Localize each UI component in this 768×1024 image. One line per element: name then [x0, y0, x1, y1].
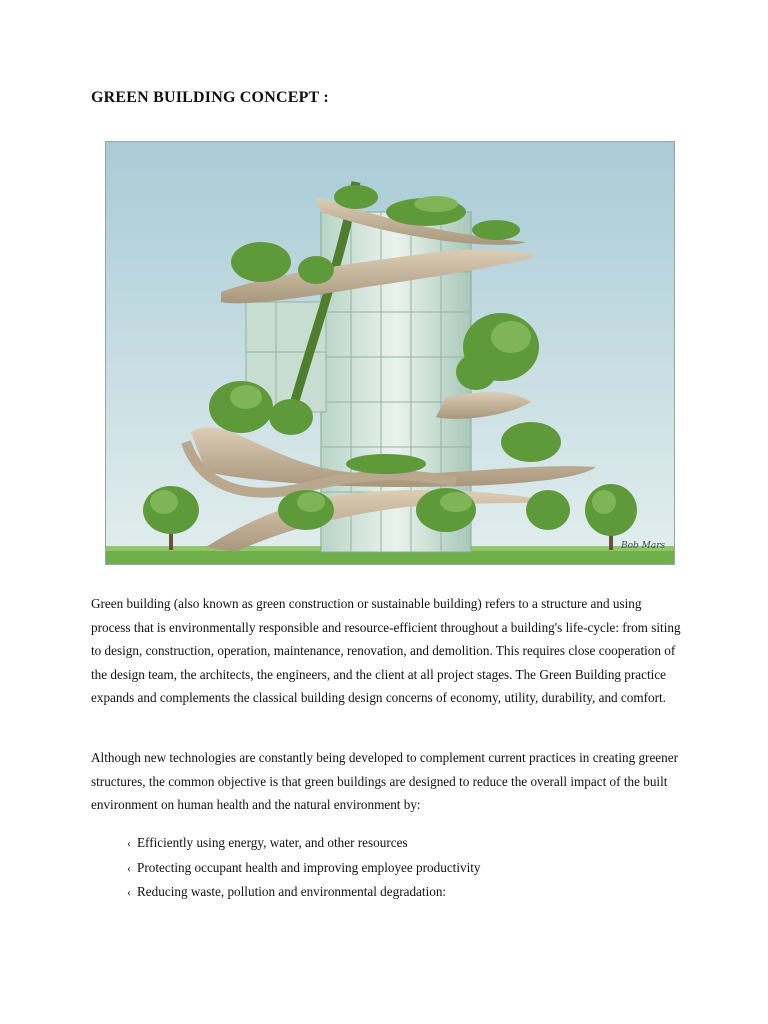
- list-item: [127, 856, 481, 881]
- paragraph-intro: Green building (also known as green construction or sustainable building) refers to a structure and using process that is environmentally responsible and resource-efficient throughout a building's life-cycle: from siting to design, construction, operation, maintenance, renovation, and demolition. This requires close cooperation of the design team, the architects, the engineers, and the client at all project stages. The Green Building practice expands and complements the classical building design concerns of economy, utility, durability, and comfort.: [91, 596, 681, 705]
- page-title: GREEN BUILDING CONCEPT :: [91, 89, 329, 106]
- list-item-text: Protecting occupant health and improving employee productivity: [137, 859, 481, 875]
- arrow-bullet-icon: ‹: [127, 885, 131, 900]
- arrow-bullet-icon: ‹: [127, 860, 131, 875]
- green-building-illustration: [105, 141, 675, 565]
- list-item: [127, 880, 481, 905]
- list-item: [127, 831, 481, 856]
- list-item-text: Reducing waste, pollution and environmental degradation:: [137, 884, 447, 900]
- bullet-list: [127, 831, 481, 905]
- arrow-bullet-icon: ‹: [127, 836, 131, 850]
- list-item-text: Efficiently using energy, water, and other resources: [137, 835, 408, 850]
- paragraph-objective: Although new technologies are constantly being developed to complement current practices in creating greener structures, the common objective is that green buildings are designed to reduce the overall impact of the built environment on human health and the natural environment by:: [91, 750, 678, 812]
- artist-signature: Bob Mars: [621, 541, 666, 551]
